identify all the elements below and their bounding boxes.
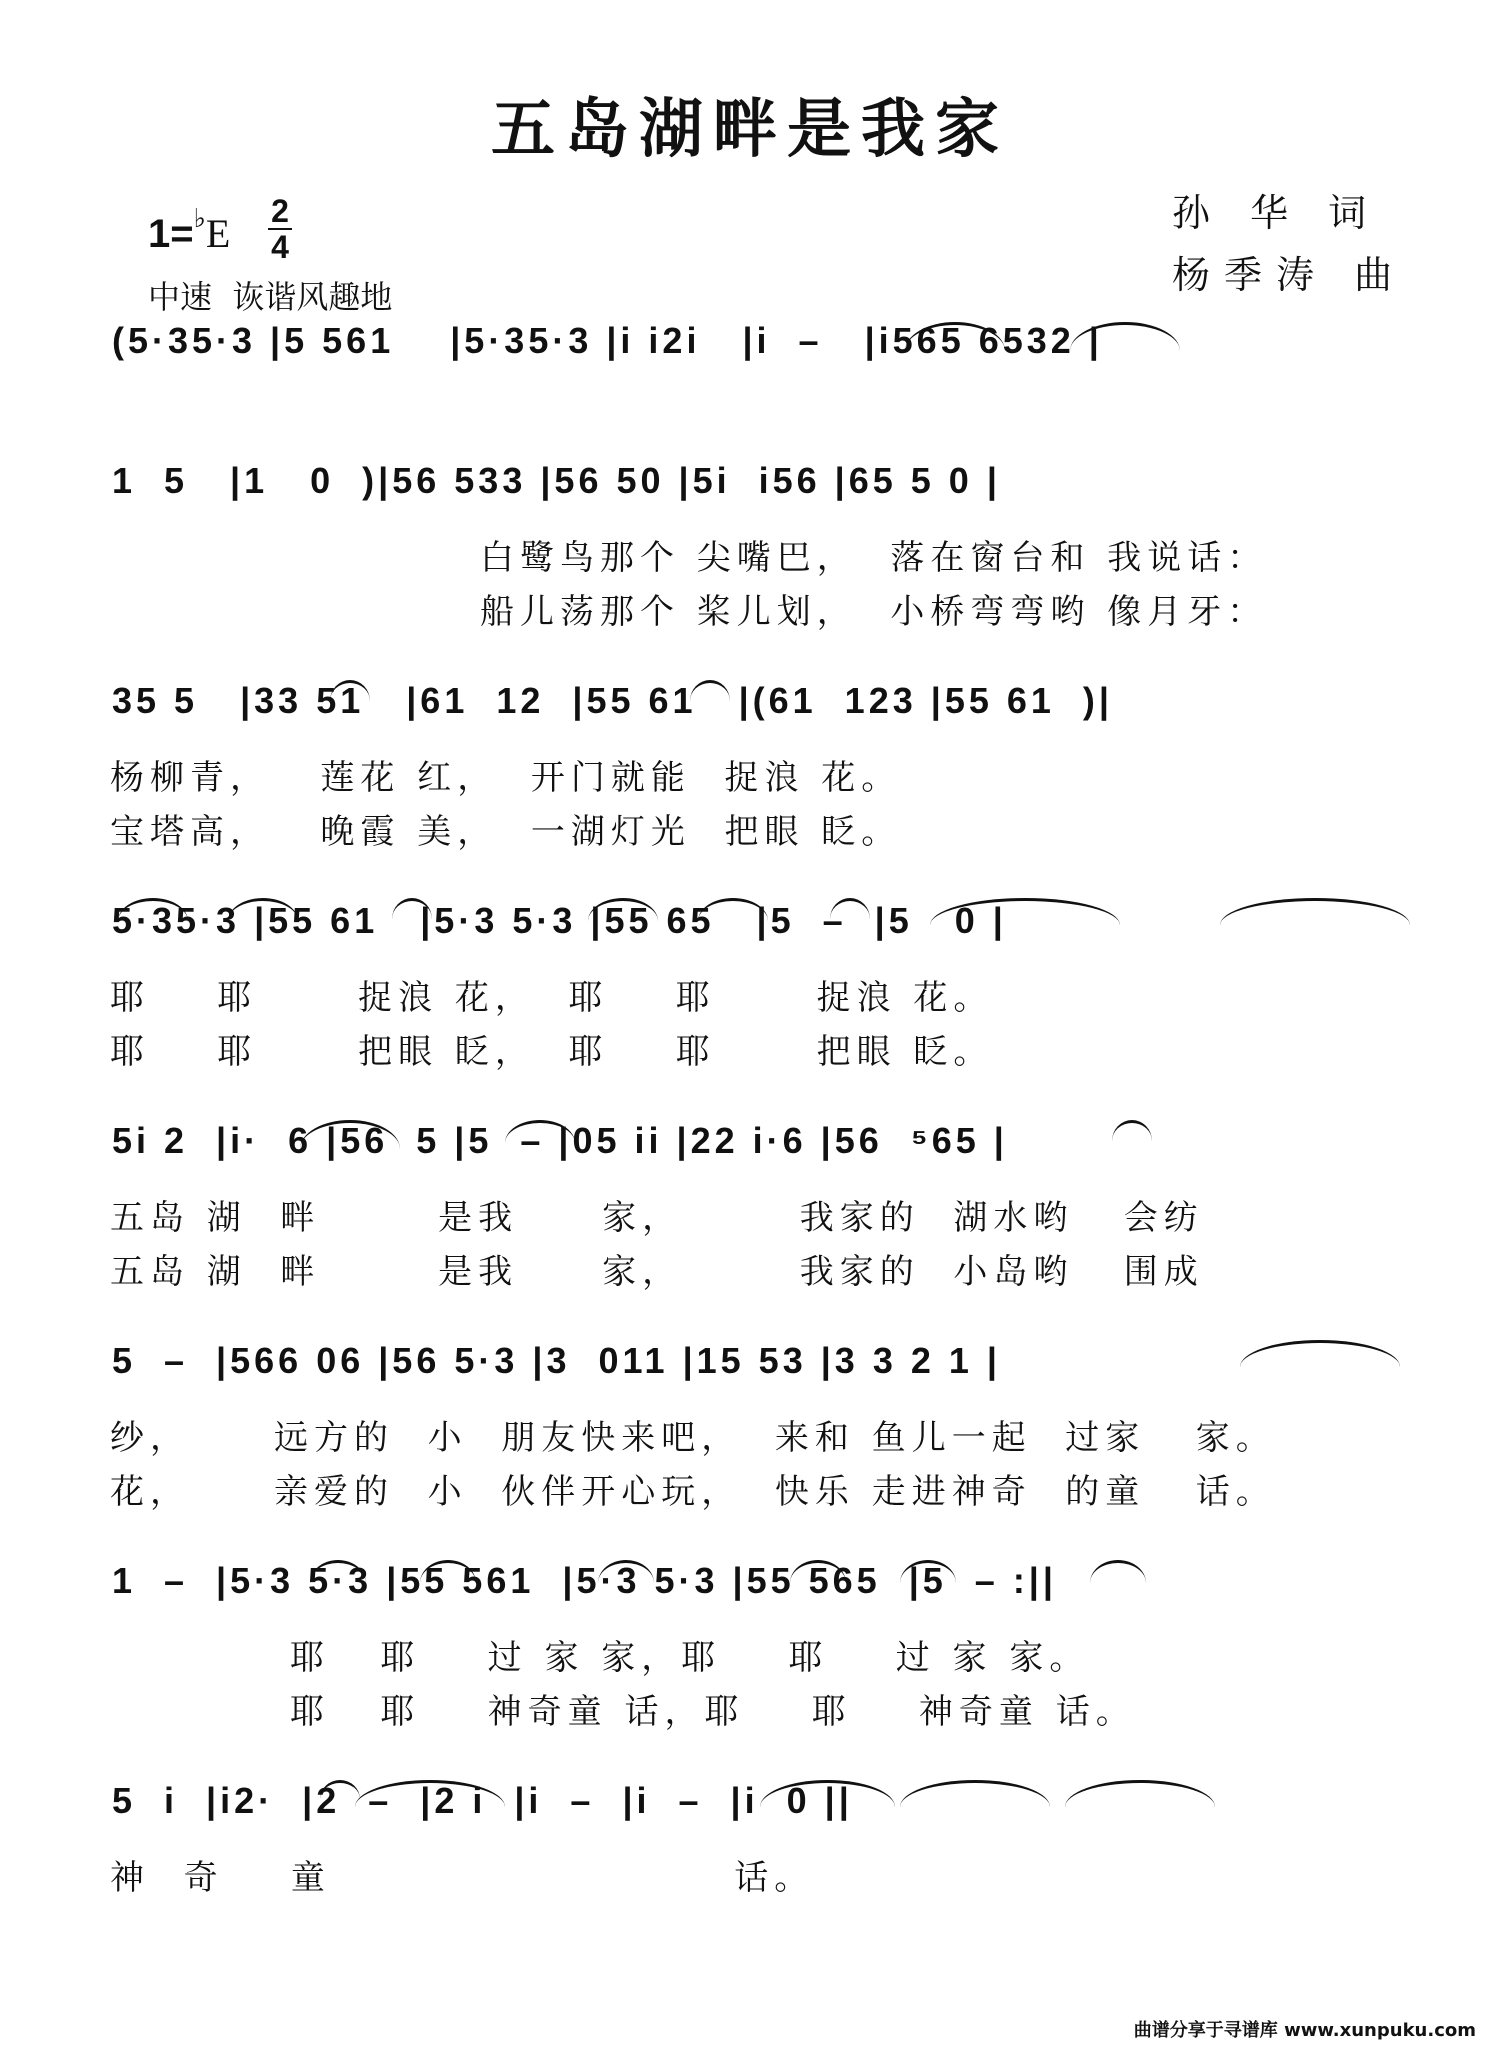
notation-line: 5·35·3 |55 61 |5·3 5·3 |55 65 |5 – |5 0 |	[112, 900, 1007, 941]
notation-line: 1 – |5·3 5·3 |55 561 |5·3 5·3 |55 565 |5 – :||	[112, 1560, 1057, 1601]
notation-line: 1 5 |1 0 )|56 533 |56 50 |5i i56 |65 5 0 |	[112, 460, 1001, 501]
page-title: 五岛湖畔是我家	[491, 92, 1009, 167]
notation-line: 5 i |i2· |2 – |2 i |i – |i – |i 0 ||	[112, 1780, 853, 1821]
watermark-footer: 曲谱分享于寻谱库 www.xunpuku.com	[1133, 2020, 1476, 2041]
lyric-line-1: 五岛 湖 畔 是我 家， 我家的 湖水哟 会纺	[110, 1198, 1204, 1238]
notation-line: 35 5 |33 51 |61 12 |55 61 |(61 123 |55 61 )|	[112, 680, 1113, 721]
flat-sign: ♭	[193, 203, 206, 233]
lyric-line-1: 神 奇 童 话。	[110, 1858, 815, 1898]
lyric-line-2: 耶 耶 神奇童 话，耶 耶 神奇童 话。	[290, 1692, 1136, 1732]
lyric-line-1: 纱， 远方的 小 朋友快来吧， 来和 鱼儿一起 过家 家。	[110, 1418, 1276, 1458]
lyric-line-1: 耶 耶 捉浪 花， 耶 耶 捉浪 花。	[110, 978, 994, 1018]
time-bottom: 4	[271, 229, 289, 265]
lyric-line-2: 宝塔高， 晚霞 美， 一湖灯光 把眼 眨。	[110, 812, 902, 852]
lyric-line-1: 白鹭鸟那个 尖嘴巴， 落在窗台和 我说话：	[480, 538, 1268, 578]
composer-credit: 杨季涛 曲	[1172, 253, 1407, 297]
notation-line: 5 – |566 06 |56 5·3 |3 011 |15 53 |3 3 2 1 |	[112, 1340, 1001, 1381]
key-signature	[148, 203, 230, 257]
lyricist-credit: 孙 华 词	[1172, 191, 1381, 235]
key-note: E	[205, 211, 231, 256]
notation-line: (5·35·3 |5 561 |5·35·3 |i i2i |i – |i565 6532 |	[112, 320, 1103, 361]
lyric-line-2: 花， 亲爱的 小 伙伴开心玩， 快乐 走进神奇 的童 话。	[110, 1472, 1276, 1512]
time-signature	[268, 193, 292, 265]
lyric-line-1: 杨柳青， 莲花 红， 开门就能 捉浪 花。	[110, 758, 902, 798]
lyric-line-1: 耶 耶 过 家 家，耶 耶 过 家 家。	[290, 1638, 1090, 1678]
key-prefix: 1=	[148, 212, 194, 256]
notation-line: 5i 2 |i· 6 |56 5 |5 – |05 ii |22 i·6 |56 ⁵65 |	[112, 1120, 1008, 1161]
lyric-line-2: 五岛 湖 畔 是我 家， 我家的 小岛哟 围成	[110, 1252, 1204, 1292]
lyric-line-2: 船儿荡那个 桨儿划， 小桥弯弯哟 像月牙：	[480, 592, 1268, 632]
tempo-marking: 中速 诙谐风趣地	[148, 278, 393, 316]
time-top: 2	[271, 193, 289, 229]
lyric-line-2: 耶 耶 把眼 眨， 耶 耶 把眼 眨。	[110, 1032, 994, 1072]
